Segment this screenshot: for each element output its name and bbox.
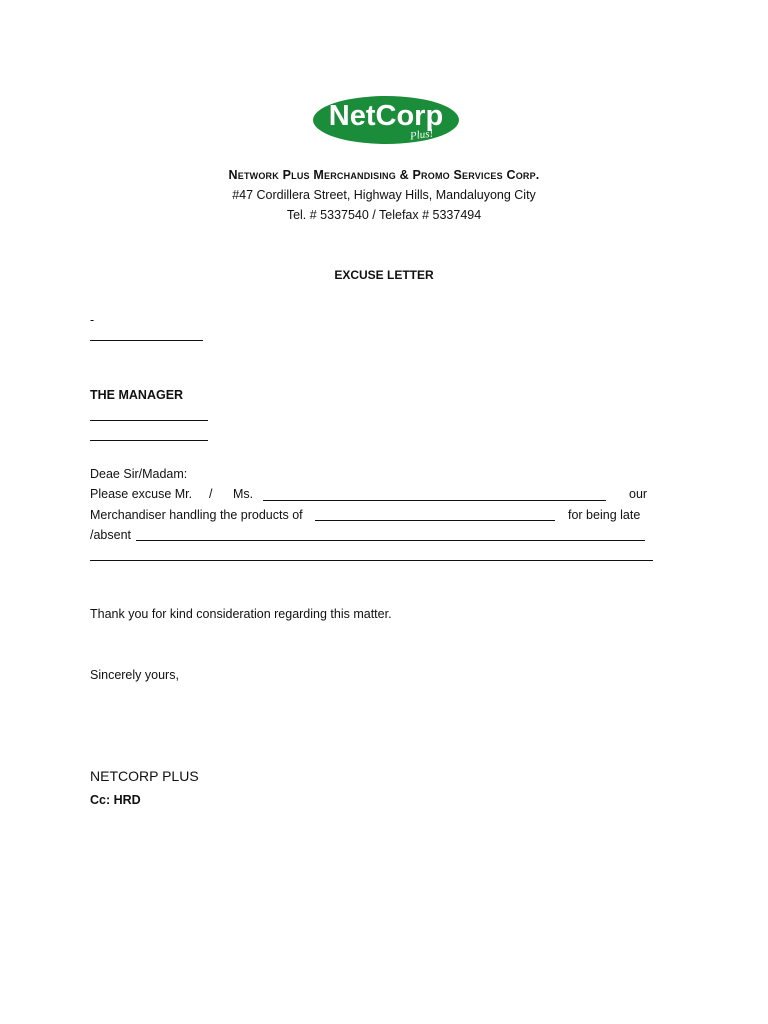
employee-name-line xyxy=(263,500,606,501)
date-marker: - xyxy=(90,313,95,327)
recipient-line-2 xyxy=(90,440,208,441)
for-being-late-text: for being late xyxy=(568,508,641,522)
recipient-label: THE MANAGER xyxy=(90,388,184,402)
company-name: Network Plus Merchandising & Promo Services Corp. xyxy=(228,168,540,182)
slash-text: / xyxy=(209,487,213,501)
absent-text: /absent xyxy=(90,528,132,542)
merchandiser-text: Merchandiser handling the products of xyxy=(90,508,303,522)
reason-line-1 xyxy=(136,540,645,541)
logo-wordmark: NetCorp xyxy=(328,100,444,132)
ms-text: Ms. xyxy=(233,487,254,501)
company-address: #47 Cordillera Street, Highway Hills, Mandaluyong City xyxy=(232,188,536,202)
sender-name: NETCORP PLUS xyxy=(90,768,199,784)
company-telephone: Tel. # 5337540 / Telefax # 5337494 xyxy=(286,208,482,222)
netcorp-logo xyxy=(312,95,460,145)
thanks-text: Thank you for kind consideration regarding this matter. xyxy=(90,607,392,621)
products-line xyxy=(315,520,555,521)
logo-subtext: Plus! xyxy=(409,127,434,143)
date-line xyxy=(90,340,203,341)
document-title: EXCUSE LETTER xyxy=(334,268,434,282)
recipient-line-1 xyxy=(90,420,208,421)
cc-line: Cc: HRD xyxy=(90,793,141,807)
reason-line-2 xyxy=(90,560,653,561)
netcorp-logo-graphic xyxy=(312,95,460,145)
our-text: our xyxy=(629,487,648,501)
salutation: Deae Sir/Madam: xyxy=(90,467,188,481)
excuse-text: Please excuse Mr. xyxy=(90,487,193,501)
closing-text: Sincerely yours, xyxy=(90,668,179,682)
